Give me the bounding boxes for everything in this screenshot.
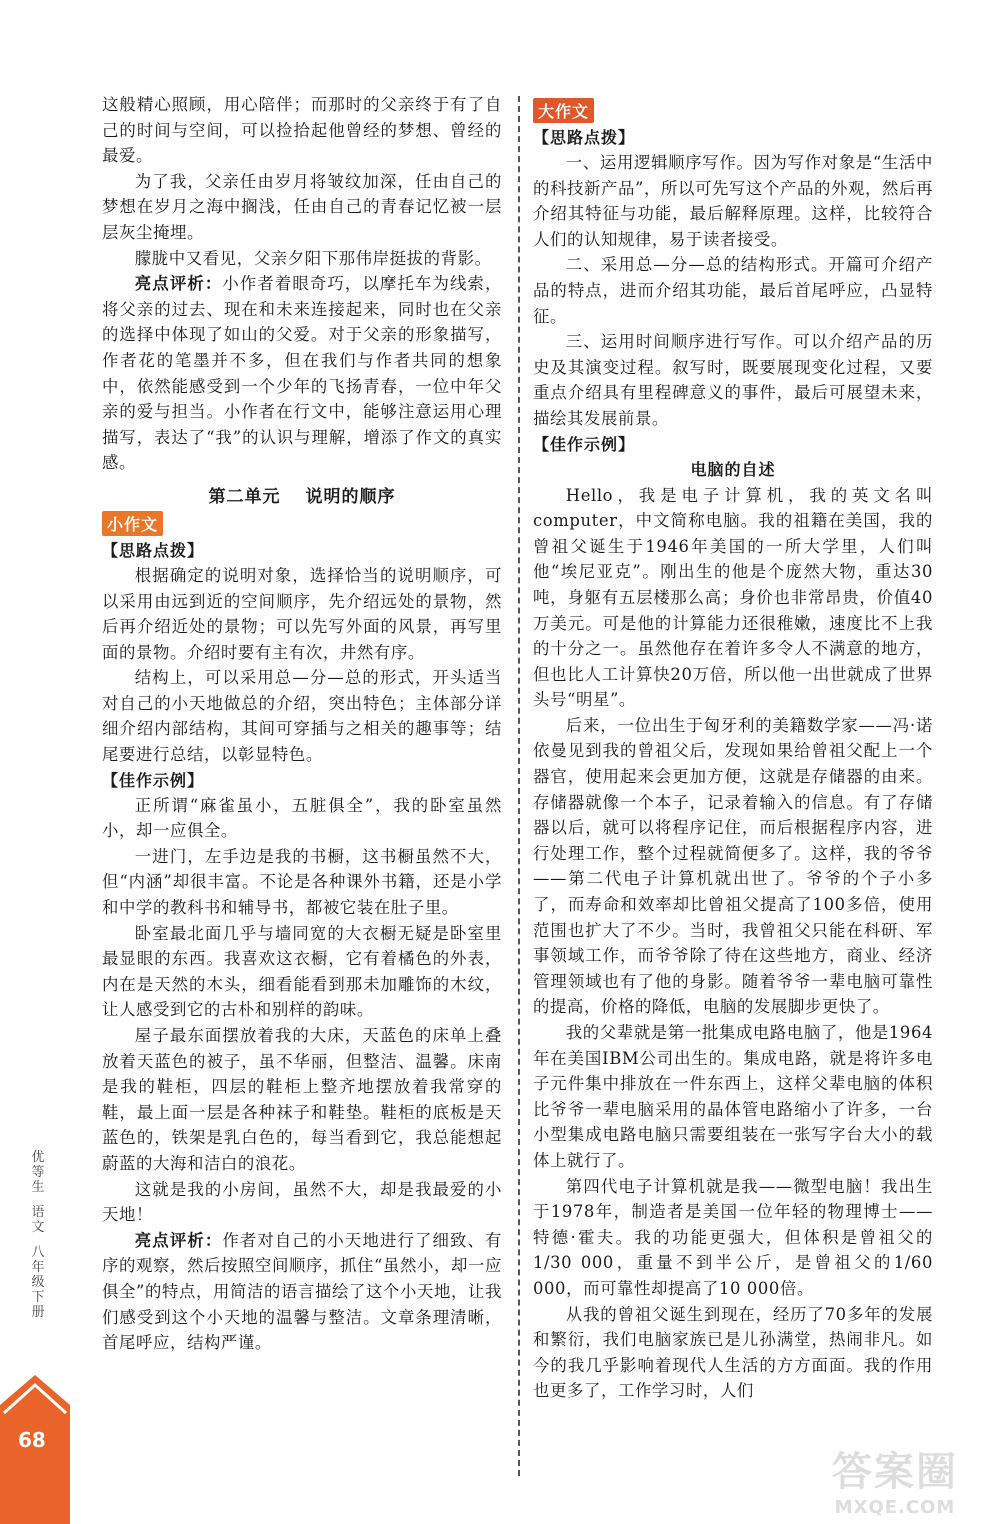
highlight-text: 作者对自己的小天地进行了细致、有序的观察，然后按照空间顺序，抓住“虽然小，却一应俱全”的特点，用简洁的语言描绘了这个小天地，让我们感受到这个小天地的温馨与整洁。文章条理清晰，首尾呼应，结构严谨。 [102, 1230, 503, 1353]
example-heading: 【佳作示例】 [533, 434, 636, 454]
paragraph: 朦胧中又看见，父亲夕阳下那伟岸挺拔的背影。 [134, 248, 492, 268]
paragraph: 一、运用逻辑顺序写作。因为写作对象是“生活中的科技新产品”，所以可先写这个产品的外观，然后再介绍其特征与功能，最后解释原理。这样，比较符合人们的认知规律，易于读者接受。 [533, 153, 933, 249]
paragraph: 正所谓“麻雀虽小，五脏俱全”，我的卧室虽然小，却一应俱全。 [102, 795, 502, 841]
paragraph: 根据确定的说明对象，选择恰当的说明顺序，可以采用由远到近的空间顺序，先介绍远处的景物，然后再介绍近处的景物；可以先写外面的风景，再写里面的景物。介绍时要有主有次，井然有序。 [102, 565, 502, 662]
paragraph: 结构上，可以采用总—分—总的形式，开头适当对自己的小天地做总的介绍，突出特色；主体部分详细介绍内部结构，其间可穿插与之相关的趣事等；结尾要进行总结，以彰显特色。 [102, 668, 502, 765]
right-column [533, 92, 933, 1404]
paragraph: 从我的曾祖父诞生到现在，经历了70多年的发展和繁衍，我们电脑家族已是儿孙满堂，热闹非凡。如今的我几乎影响着现代人生活的方方面面。我的作用也更多了，工作学习时，人们 [533, 1304, 933, 1401]
paragraph: 为了我，父亲任由岁月将皱纹加深，任由自己的梦想在岁月之海中搁浅，任由自己的青春记忆被一层层灰尘掩埋。 [102, 171, 502, 242]
paragraph: 二、采用总—分—总的结构形式。开篇可介绍产品的特点，进而介绍其功能，最后首尾呼应，凸显特征。 [533, 255, 933, 326]
highlight-comment [102, 271, 502, 476]
paragraph: 我的父辈就是第一批集成电路电脑了，他是1964年在美国IBM公司出生的。集成电路，就是将许多电子元件集中排放在一件东西上，这样父辈电脑的体积比爷爷一辈电脑采用的晶体管电路缩小了许多，一台小型集成电路电脑只需要组装在一张写字台大小的载体上就行了。 [533, 1023, 933, 1170]
site-watermark [800, 1440, 990, 1520]
paragraph: Hello，我是电子计算机，我的英文名叫computer，中文简称电脑。我的祖籍在美国，我的曾祖父诞生于1946年美国的一所大学里，人们叫他“埃尼亚克”。刚出生的他是个庞然大物，重达30吨，身躯有五层楼那么高；身价也非常昂贵，价值40万美元。可是他的计算能力还很稚嫩，速度比不上我的十分之一。虽然他存在着许多令人不满意的地方，但也比人工计算快20万倍，所以他一出世就成了世界头号“明星”。 [533, 485, 933, 710]
book-series-label [28, 1150, 48, 1330]
highlight-label: 亮点评析： [134, 1230, 223, 1250]
example-heading: 【佳作示例】 [102, 770, 205, 790]
paragraph: 这般精心照顾，用心陪伴；而那时的父亲终于有了自己的时间与空间，可以捡拾起他曾经的梦想、曾经的最爱。 [102, 95, 502, 166]
paragraph: 一进门，左手边是我的书橱，这书橱虽然不大，但“内涵”却很丰富。不论是各种课外书籍，还是小学和中学的教科书和辅导书，都被它装在肚子里。 [102, 846, 502, 918]
paragraph: 屋子最东面摆放着我的大床，天蓝色的床单上叠放着天蓝色的被子，虽不华丽，但整洁、温馨。床南是我的鞋柜，四层的鞋柜上整齐地摆放着我常穿的鞋，最上面一层是各种袜子和鞋垫。鞋柜的底板是天蓝色的，铁架是乳白色的，每当看到它，我总能想起蔚蓝的大海和洁白的浪花。 [102, 1026, 502, 1173]
small-essay-tag: 小作文 [102, 511, 163, 536]
subject-name: 语文 [31, 1205, 45, 1235]
page-number: 68 [18, 1428, 46, 1452]
left-column [102, 92, 502, 1356]
watermark-logo-text: 答案圈 [832, 1449, 958, 1495]
paragraph: 第四代电子计算机就是我——微型电脑！我出生于1978年，制造者是美国一位年轻的物理博士——特德·霍夫。我的功能更强大，但体积是曾祖父的1/30 000，重量不到半公斤，是曾祖父的1/60 000，而可靠性却提高了10 000倍。 [533, 1176, 933, 1298]
paragraph: 后来，一位出生于匈牙利的美籍数学家——冯·诺依曼见到我的曾祖父后，发现如果给曾祖父配上一个器官，使用起来会更加方便，这就是存储器的由来。存储器就像一个本子，记录着输入的信息。有了存储器以后，就可以将程序记住，而后根据程序内容，进行处理工作，整个过程就简便多了。这样，我的爷爷——第二代电子计算机就出世了。爷爷的个子小多了，而寿命和效率却比曾祖父提高了100多倍，使用范围也扩大了不少。当时，我曾祖父只能在科研、军事领域工作，而爷爷除了待在这些地方，商业、经济管理领域也有了他的身影。随着爷爷一辈电脑可靠性的提高，价格的降低，电脑的发展脚步更快了。 [533, 715, 933, 1017]
unit-title: 第二单元 说明的顺序 [208, 486, 396, 507]
thinking-heading: 【思路点拨】 [102, 540, 205, 560]
highlight-label: 亮点评析： [134, 274, 223, 294]
watermark-url: MXQE.COM [834, 1497, 956, 1518]
series-name: 优等生 [31, 1150, 45, 1195]
thinking-heading: 【思路点拨】 [533, 128, 636, 147]
column-divider [518, 96, 520, 1476]
essay-title: 电脑的自述 [690, 459, 776, 479]
paragraph: 卧室最北面几乎与墙同宽的大衣橱无疑是卧室里最显眼的东西。我喜欢这衣橱，它有着橘色的外表，内在是天然的木头，细看能看到那未加雕饰的木纹，让人感受到它的古朴和别样的韵味。 [102, 923, 502, 1020]
highlight-comment [102, 1228, 502, 1356]
highlight-text: 小作者着眼奇巧，以摩托车为线索，将父亲的过去、现在和未来连接起来，同时也在父亲的选择中体现了如山的父爱。对于父亲的形象描写，作者花的笔墨并不多，但在我们与作者共同的想象中，依然能感受到一个少年的飞扬青春，一位中年父亲的爱与担当。小作者在行文中，能够注意运用心理描写，表达了“我”的认识与理解，增添了作文的真实感。 [102, 274, 503, 473]
big-essay-tag: 大作文 [533, 98, 594, 123]
paragraph: 三、运用时间顺序进行写作。可以介绍产品的历史及其演变过程。叙写时，既要展现变化过程，又要重点介绍具有里程碑意义的事件，最后可展望未来，描绘其发展前景。 [533, 332, 933, 428]
grade-name: 八年级下册 [31, 1245, 45, 1320]
paragraph: 这就是我的小房间，虽然不大，却是我最爱的小天地！ [102, 1179, 502, 1225]
